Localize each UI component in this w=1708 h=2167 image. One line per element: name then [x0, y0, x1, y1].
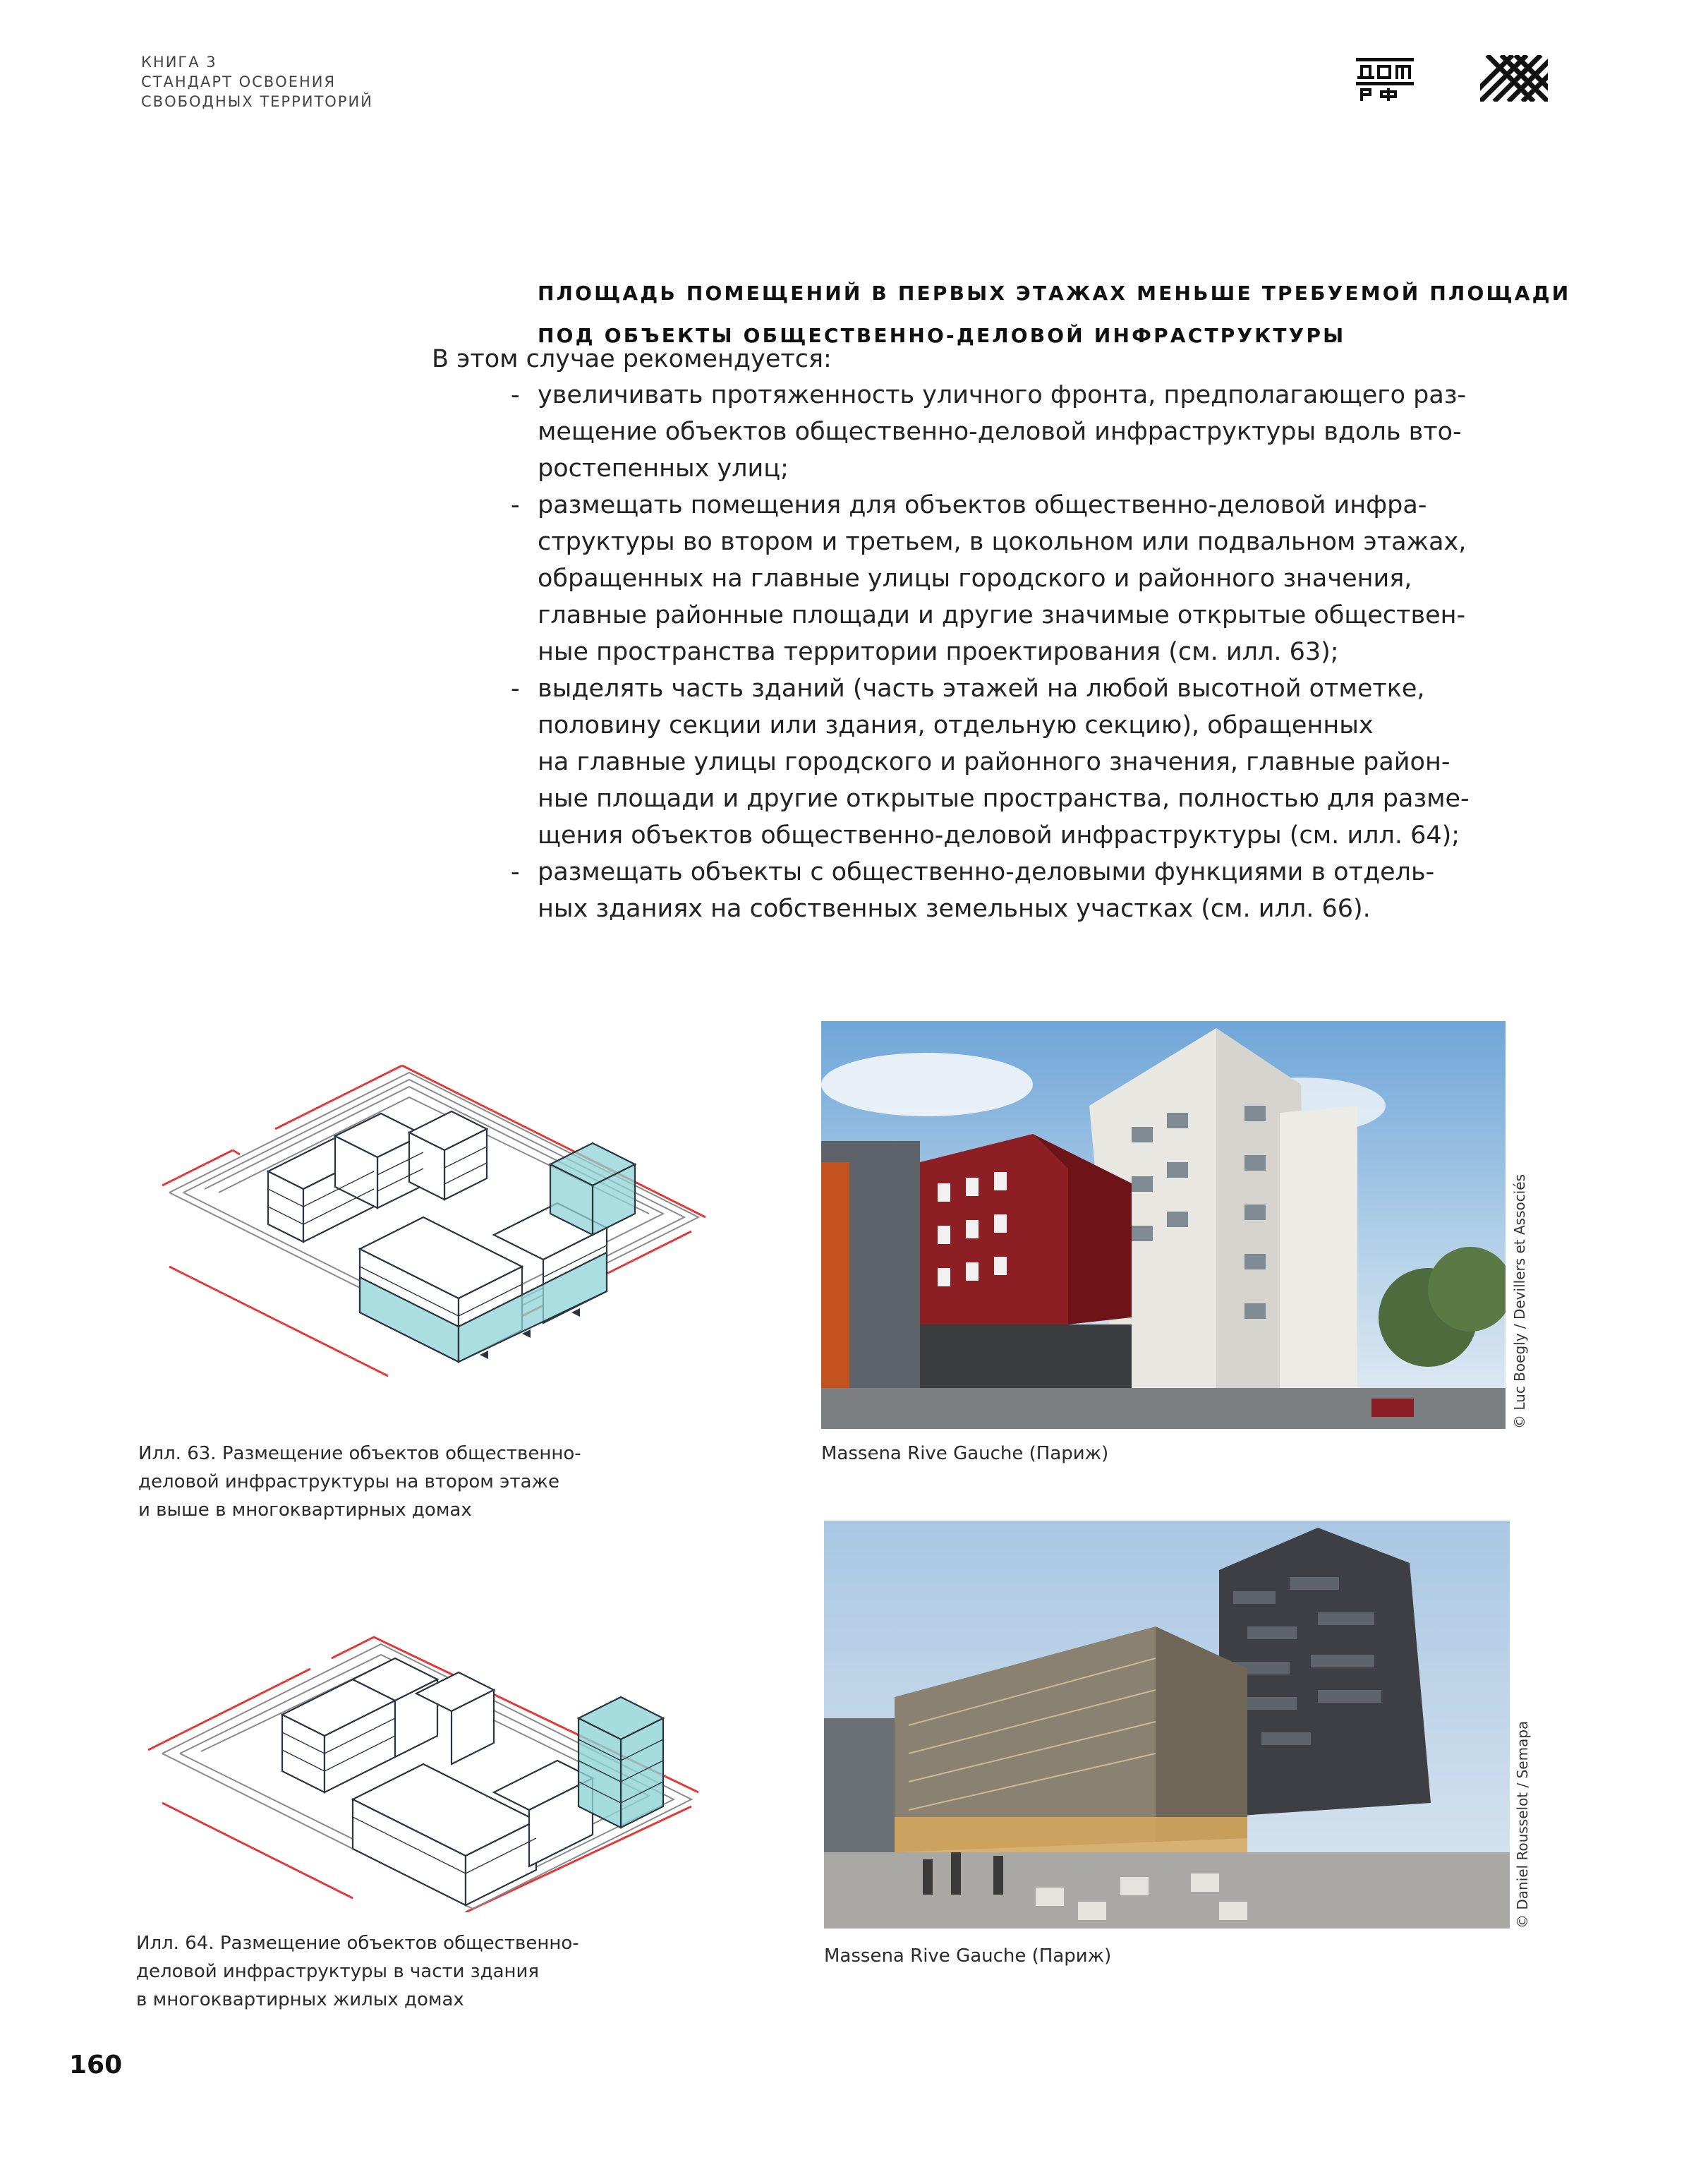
list-line: ные пространства территории проектирования (см. илл. 63);	[538, 638, 1339, 666]
hatched-square-logo	[1480, 55, 1548, 102]
photo-massena-1	[821, 1021, 1506, 1429]
caption-ill63	[138, 1439, 581, 1524]
list-line: размещать объекты с общественно-деловыми функциями в отдель-	[538, 858, 1435, 886]
caption-photo1: Massena Rive Gauche (Париж)	[821, 1443, 1109, 1464]
list-line: размещать помещения для объектов общественно-деловой инфра-	[538, 491, 1427, 519]
heading-line: ПЛОЩАДЬ ПОМЕЩЕНИЙ В ПЕРВЫХ ЭТАЖАХ МЕНЬШЕ ТРЕБУЕМОЙ ПЛОЩАДИ	[538, 282, 1571, 305]
list-line: главные районные площади и другие значимые открытые обществен-	[538, 601, 1466, 629]
list-line: увеличивать протяженность уличного фронта, предполагающего раз-	[538, 381, 1467, 409]
list-dash: -	[511, 858, 520, 886]
intro-text: В этом случае рекомендуется:	[432, 345, 832, 373]
header-line: СТАНДАРТ ОСВОЕНИЯ	[141, 73, 337, 90]
list-line: щения объектов общественно-деловой инфраструктуры (см. илл. 64);	[538, 821, 1460, 850]
running-header	[141, 52, 373, 111]
dom-rf-logo	[1355, 55, 1415, 102]
list-dash: -	[511, 381, 520, 409]
caption-line: деловой инфраструктуры на втором этаже	[138, 1471, 559, 1492]
isometric-diagram-ill63	[155, 1051, 713, 1383]
header-line: СВОБОДНЫХ ТЕРРИТОРИЙ	[141, 93, 373, 110]
list-item	[511, 377, 1576, 487]
photo-credit-2: © Daniel Rousselot / Semapa	[1514, 1720, 1531, 1928]
caption-line: деловой инфраструктуры в части здания	[136, 1961, 540, 1982]
list-line: выделять часть зданий (часть этажей на любой высотной отметке,	[538, 675, 1425, 703]
list-item	[511, 487, 1576, 670]
list-line: половину секции или здания, отдельную секцию), обращенных	[538, 711, 1374, 740]
list-line: мещение объектов общественно-деловой инфраструктуры вдоль вто-	[538, 418, 1462, 446]
photo-massena-2	[824, 1521, 1510, 1928]
list-line: на главные улицы городского и районного значения, главные район-	[538, 748, 1450, 776]
list-dash: -	[511, 491, 520, 519]
caption-line: Илл. 63. Размещение объектов общественно-	[138, 1443, 581, 1464]
caption-line: Илл. 64. Размещение объектов общественно-	[136, 1933, 579, 1954]
header-line: КНИГА 3	[141, 54, 217, 71]
caption-line: в многоквартирных жилых домах	[136, 1989, 464, 2010]
list-item	[511, 670, 1576, 854]
list-line: ные площади и другие открытые пространства, полностью для разме-	[538, 785, 1470, 813]
list-line: ных зданиях на собственных земельных участках (см. илл. 66).	[538, 895, 1371, 923]
list-item	[511, 854, 1576, 927]
photo-credit-1: © Luc Boegly / Devillers et Associés	[1511, 1173, 1528, 1429]
list-line: обращенных на главные улицы городского и районного значения,	[538, 565, 1412, 593]
caption-photo2: Massena Rive Gauche (Париж)	[824, 1945, 1112, 1967]
list-line: ростепенных улиц;	[538, 454, 789, 483]
recommendation-list	[511, 377, 1576, 927]
caption-line: и выше в многоквартирных домах	[138, 1499, 472, 1521]
isometric-diagram-ill64	[141, 1602, 713, 1912]
page-number: 160	[69, 2051, 123, 2080]
list-dash: -	[511, 675, 520, 703]
caption-ill64	[136, 1929, 579, 2014]
heading-line: ПОД ОБЪЕКТЫ ОБЩЕСТВЕННО-ДЕЛОВОЙ ИНФРАСТРУКТУРЫ	[538, 324, 1346, 347]
list-line: структуры во втором и третьем, в цокольном или подвальном этажах,	[538, 528, 1467, 556]
